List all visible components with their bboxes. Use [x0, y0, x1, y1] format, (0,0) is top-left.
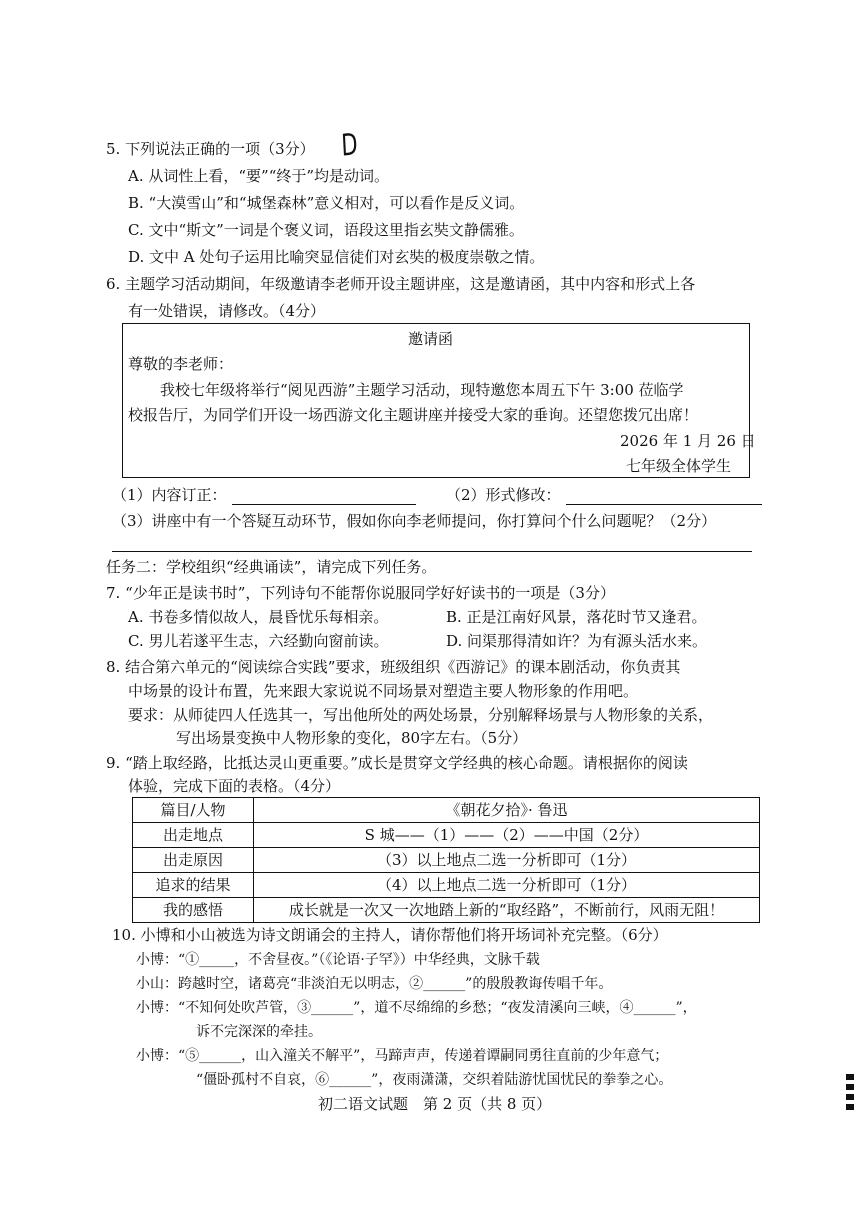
table-row: [133, 823, 760, 848]
q6-stem-line1: 6. 主题学习活动期间，年级邀请李老师开设主题讲座，这是邀请函，其中内容和形式上各: [106, 275, 696, 293]
q10-line1: 小博：“①_____，不舍昼夜。”（《论语·子罕》）中华经典，文脉千载: [136, 952, 540, 968]
q7-option-b: B. 正是江南好风景，落花时节又逢君。: [446, 608, 707, 626]
table-cell[interactable]: （3）以上地点二选一分析即可（1分）: [254, 848, 760, 873]
q8-requirement-line1: 要求：从师徒四人任选其一，写出他所处的两处场景，分别解释场景与人物形象的关系，: [128, 706, 714, 724]
q5-option-d: D. 文中 A 处句子运用比喻突显信徒们对玄奘的极度崇敬之情。: [128, 248, 545, 266]
q6-sub3-answer-line[interactable]: [112, 533, 752, 552]
q7-option-c: C. 男儿若遂平生志，六经勤向窗前读。: [128, 632, 389, 650]
table-cell[interactable]: S 城——（1）——（2）——中国（2分）: [254, 823, 760, 848]
q7-stem: 7. “少年正是读书时”，下列诗句不能帮你说服同学好好读书的一项是（3分）: [106, 584, 615, 602]
binding-edge-marks: [846, 1074, 854, 1114]
q5-stem: 5. 下列说法正确的一项（3分）: [106, 140, 315, 158]
table-cell[interactable]: （4）以上地点二选一分析即可（1分）: [254, 873, 760, 898]
q10-line5: 小博：“⑤______，山入潼关不解平”，马蹄声声，传递着谭嗣同勇往直前的少年意气；: [136, 1048, 669, 1064]
table-row: [133, 848, 760, 873]
q8-requirement-line2: 写出场景变换中人物形象的变化，80字左右。（5分）: [176, 729, 528, 747]
q5-option-b: B. “大漠雪山”和“城堡森林”意义相对，可以看作是反义词。: [128, 194, 525, 212]
q10-line6: “僵卧孤村不自哀，⑥______”，夜雨潇潇，交织着陆游忧国忧民的拳拳之心。: [196, 1072, 673, 1088]
q5-option-c: C. 文中“斯文”一词是个褒义词，语段这里指玄奘文静儒雅。: [128, 221, 524, 239]
letter-body-line2: 校报告厅，为同学们开设一场西游文化主题讲座并接受大家的垂询。还望您拨冗出席！: [128, 406, 699, 424]
table-cell: 我的感悟: [133, 898, 254, 923]
q9-line2: 体验，完成下面的表格。（4分）: [128, 777, 341, 795]
q10-stem: 10. 小博和小山被选为诗文朗诵会的主持人，请你帮他们将开场词补充完整。（6分）: [112, 926, 668, 944]
table-row: [133, 898, 760, 923]
q8-line2: 中场景的设计布置，先来跟大家说说不同场景对塑造主要人物形象的作用吧。: [128, 682, 639, 700]
q9-line1: 9. “踏上取经路，比抵达灵山更重要。”成长是贯穿文学经典的核心命题。请根据你的阅读: [106, 754, 688, 772]
table-row: [133, 798, 760, 823]
q6-sub2-label: （2）形式修改：: [446, 486, 561, 504]
q8-line1: 8. 结合第六单元的“阅读综合实践”要求，班级组织《西游记》的课本剧活动，你负责其: [106, 658, 681, 676]
table-cell: 出走原因: [133, 848, 254, 873]
letter-title: 邀请函: [408, 330, 454, 348]
handwritten-answer: D: [340, 127, 359, 164]
table-row: [133, 873, 760, 898]
letter-signature: 七年级全体学生: [626, 457, 732, 475]
q7-option-a: A. 书卷多情似故人，晨昏忧乐每相亲。: [128, 608, 389, 626]
table-cell: 出走地点: [133, 823, 254, 848]
q9-table: [132, 797, 760, 923]
table-cell: 成长就是一次又一次地踏上新的“取经路”，不断前行，风雨无阻！: [254, 898, 760, 923]
q6-sub1-answer-line[interactable]: [232, 486, 416, 505]
letter-salutation: 尊敬的李老师：: [128, 355, 234, 373]
q5-option-a: A. 从词性上看，“要”“终于”均是动词。: [128, 167, 390, 185]
letter-date: 2026 年 1 月 26 日: [620, 432, 756, 450]
table-cell: 追求的结果: [133, 873, 254, 898]
q6-sub1-label: （1）内容订正：: [112, 486, 227, 504]
page-footer: 初二语文试题 第 2 页（共 8 页）: [318, 1095, 552, 1113]
q10-line2: 小山：跨越时空，诸葛亮“非淡泊无以明志，②______”的殷殷教诲传唱千年。: [136, 976, 613, 992]
q10-line3: 小博：“不知何处吹芦管，③______”，道不尽绵绵的乡愁；“夜发清溪向三峡，④______”，: [136, 1000, 697, 1016]
q10-line4: 诉不完深深的牵挂。: [196, 1024, 322, 1040]
task2-heading: 任务二：学校组织“经典诵读”，请完成下列任务。: [106, 558, 437, 576]
q6-sub3: （3）讲座中有一个答疑互动环节，假如你向李老师提问，你打算问个什么问题呢？（2分）: [112, 512, 717, 530]
q7-option-d: D. 问渠那得清如许？为有源头活水来。: [446, 632, 708, 650]
q6-stem-line2: 有一处错误，请修改。（4分）: [128, 302, 326, 320]
table-cell: 篇目/人物: [133, 798, 254, 823]
table-cell: 《朝花夕拾》· 鲁迅: [254, 798, 760, 823]
q6-sub2-answer-line[interactable]: [566, 486, 762, 505]
letter-body-line1: 我校七年级将举行“阅见西游”主题学习活动，现特邀您本周五下午 3:00 莅临学: [160, 381, 684, 399]
